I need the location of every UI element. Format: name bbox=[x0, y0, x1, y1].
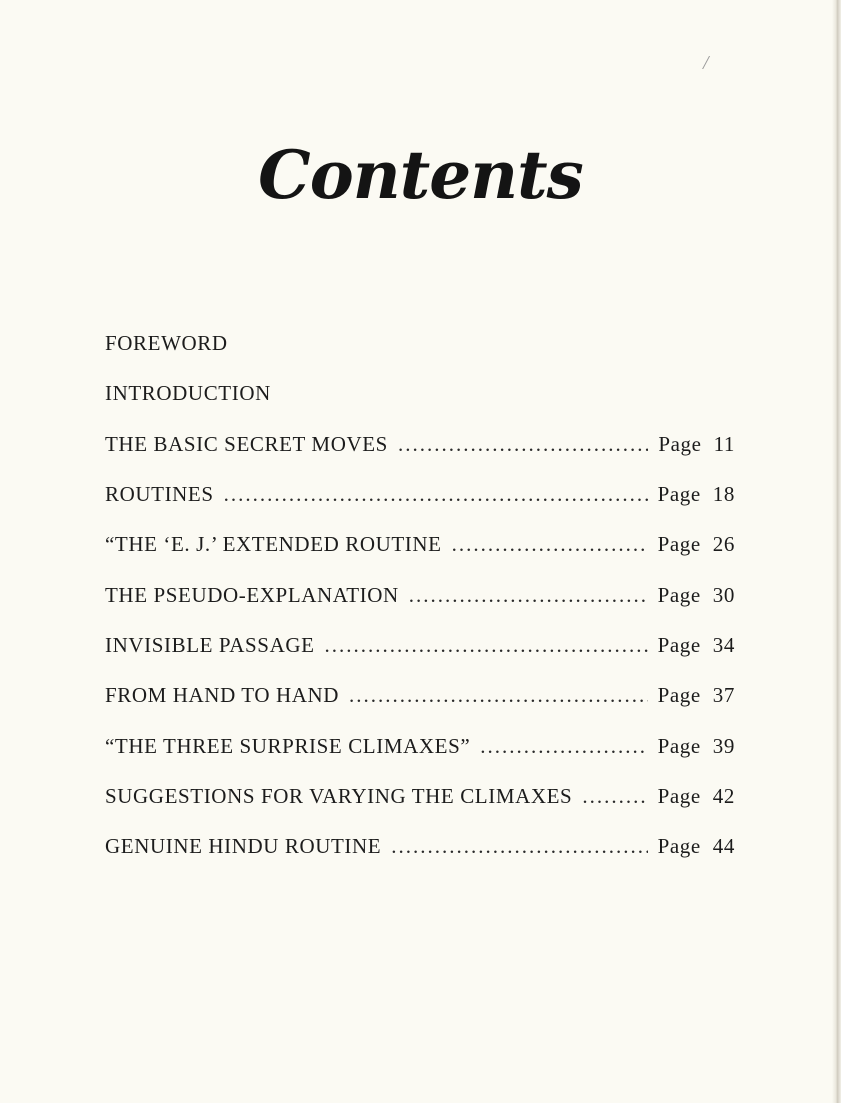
toc-entry-suggestions bbox=[105, 784, 735, 814]
toc-entry-label: FOREWORD bbox=[105, 331, 228, 355]
page-word: Page bbox=[657, 784, 701, 808]
toc-entry-ej-extended-routine bbox=[105, 532, 735, 562]
pencil-mark: / bbox=[703, 52, 709, 74]
toc-entry-label: INTRODUCTION bbox=[105, 381, 271, 405]
page-word: Page bbox=[658, 432, 702, 456]
page-word: Page bbox=[657, 834, 701, 858]
toc-entry-foreword bbox=[105, 331, 735, 361]
page-number: 18 bbox=[712, 482, 735, 506]
page-word: Page bbox=[657, 633, 701, 657]
dot-leader bbox=[409, 583, 648, 608]
page-title: Contents bbox=[258, 136, 583, 214]
toc-entry-hand-to-hand bbox=[105, 683, 735, 713]
dot-leader bbox=[480, 734, 647, 759]
dot-leader bbox=[224, 482, 648, 507]
dot-leader bbox=[349, 683, 648, 708]
toc-entry-label: “THE ‘E. J.’ EXTENDED ROUTINE bbox=[105, 532, 442, 556]
toc-entry-label: “THE THREE SURPRISE CLIMAXES” bbox=[105, 734, 471, 758]
toc-entry-invisible-passage bbox=[105, 633, 735, 663]
page-number: 39 bbox=[712, 734, 735, 758]
page-number: 44 bbox=[712, 834, 735, 858]
dot-leader bbox=[452, 532, 648, 557]
toc-entry-three-surprise-climaxes bbox=[105, 734, 735, 764]
dot-leader bbox=[325, 633, 648, 658]
page-word: Page bbox=[657, 532, 701, 556]
page-number: 11 bbox=[713, 432, 735, 456]
dot-leader bbox=[398, 432, 648, 457]
toc-entry-routines bbox=[105, 482, 735, 512]
toc-entry-genuine-hindu-routine bbox=[105, 834, 735, 864]
page-word: Page bbox=[657, 482, 701, 506]
page-word: Page bbox=[657, 683, 701, 707]
toc-entry-introduction bbox=[105, 381, 735, 411]
toc-entry-label: FROM HAND TO HAND bbox=[105, 683, 340, 707]
toc-entry-label: INVISIBLE PASSAGE bbox=[105, 633, 315, 657]
toc-entry-label: ROUTINES bbox=[105, 482, 214, 506]
page-number: 34 bbox=[712, 633, 735, 657]
dot-leader bbox=[391, 834, 647, 859]
page-number: 26 bbox=[712, 532, 735, 556]
page-word: Page bbox=[657, 583, 701, 607]
toc-entry-pseudo-explanation bbox=[105, 583, 735, 613]
page-number: 37 bbox=[712, 683, 735, 707]
toc-entry-label: THE PSEUDO-EXPLANATION bbox=[105, 583, 399, 607]
toc-entry-label: GENUINE HINDU ROUTINE bbox=[105, 834, 382, 858]
dot-leader bbox=[582, 784, 647, 809]
page-word: Page bbox=[657, 734, 701, 758]
page-number: 42 bbox=[712, 784, 735, 808]
page-number: 30 bbox=[712, 583, 735, 607]
toc-entry-label: THE BASIC SECRET MOVES bbox=[105, 432, 388, 456]
toc-entry-basic-secret-moves bbox=[105, 432, 735, 462]
toc-entry-label: SUGGESTIONS FOR VARYING THE CLIMAXES bbox=[105, 784, 573, 808]
